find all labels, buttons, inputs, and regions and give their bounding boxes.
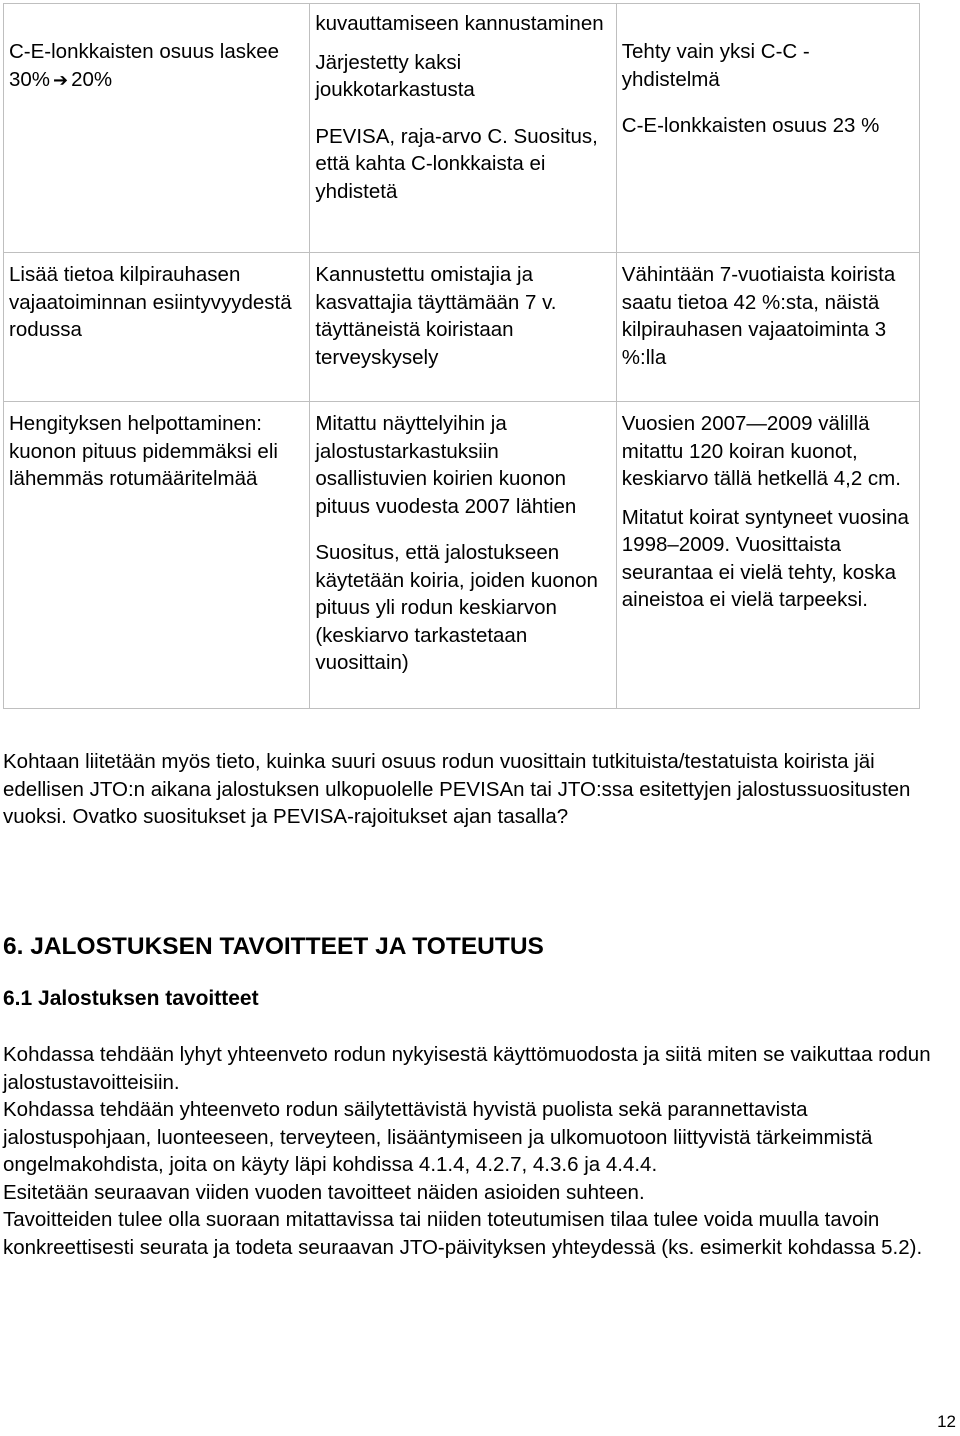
cell-text: Lisää tietoa kilpirauhasen vajaatoiminnan esiintyvyydestä rodussa bbox=[9, 263, 292, 341]
body-paragraph: Kohdassa tehdään yhteenveto rodun säilytettävistä hyvistä puolista sekä parannettavista jalostuspohjaan, luonteeseen, terveyteen, lisääntymiseen ja ulkomuotoon liittyvistä tärkeimmistä ongelmakohdista, joita on käyty läpi kohdissa 4.1.4, 4.2.7, 4.3.6 ja 4.4.4. bbox=[3, 1098, 873, 1176]
cell-text: Järjestetty kaksi joukkotarkastusta bbox=[315, 50, 475, 101]
cell-text: Tehty vain yksi C-C - yhdistelmä bbox=[621, 40, 810, 91]
cell-text: Mitatut koirat syntyneet vuosina 1998–2009. Vuosittaista seurantaa ei vielä tehty, koska aineistoa ei vielä tarpeeksi. bbox=[621, 505, 909, 611]
cell-text bbox=[9, 38, 303, 94]
goals-table bbox=[3, 3, 920, 709]
cell-text: Vuosien 2007—2009 välillä mitattu 120 koiran kuonot, keskiarvo tällä hetkellä 4,2 cm. bbox=[621, 412, 901, 490]
table-cell bbox=[4, 4, 310, 253]
right-arrow-icon: ➔ bbox=[53, 69, 69, 91]
cell-text-part: C-E-lonkkaisten osuus laskee 30% bbox=[9, 40, 280, 91]
subsection-heading: 6.1 Jalostuksen tavoitteet bbox=[3, 987, 259, 1010]
table-cell bbox=[4, 402, 310, 709]
body-paragraph: Tavoitteiden tulee olla suoraan mitattavissa tai niiden toteutumisen tilaa tulee voida muulla tavoin konkreettisesti seurata ja todeta seuraavan JTO-päivityksen yhteydessä (ks. esimerkit kohdassa 5.2). bbox=[3, 1208, 923, 1259]
cell-text: Mitattu näyttelyihin ja jalostustarkastuksiin osallistuvien koirien kuonon pituus vuodesta 2007 lähtien bbox=[315, 412, 577, 518]
table-row bbox=[4, 4, 920, 253]
table-cell bbox=[616, 4, 919, 253]
body-paragraph: Kohtaan liitetään myös tieto, kuinka suuri osuus rodun vuosittain tutkituista/testatuista koirista jäi edellisen JTO:n aikana jalostuksen ulkopuolelle PEVISAn tai JTO:ssa esitettyjen jalostussuositusten vuoksi. Ovatko suositukset ja PEVISA-rajoitukset ajan tasalla? bbox=[3, 750, 911, 828]
cell-text: C-E-lonkkaisten osuus 23 % bbox=[621, 114, 880, 137]
cell-text-part: 20% bbox=[71, 67, 113, 91]
table-cell bbox=[616, 402, 919, 709]
table-cell bbox=[310, 253, 616, 402]
table-row bbox=[4, 402, 920, 709]
table-cell bbox=[310, 402, 616, 709]
cell-text: Suositus, että jalostukseen käytetään koiria, joiden kuonon pituus yli rodun keskiarvon (keskiarvo tarkastetaan vuosittain) bbox=[315, 541, 598, 674]
cell-text: Vähintään 7-vuotiaista koirista saatu tietoa 42 %:sta, näistä kilpirauhasen vajaatoiminta 3 %:lla bbox=[621, 263, 896, 369]
page-number: 12 bbox=[937, 1412, 956, 1431]
cell-text: Hengityksen helpottaminen: kuonon pituus pidemmäksi eli lähemmäs rotumääritelmää bbox=[9, 412, 278, 490]
after-table-paragraph-block bbox=[3, 748, 958, 831]
cell-text: kuvauttamiseen kannustaminen bbox=[315, 12, 604, 35]
table-cell bbox=[4, 253, 310, 402]
table-cell bbox=[616, 253, 919, 402]
cell-text: Kannustettu omistajia ja kasvattajia täyttämään 7 v. täyttäneistä koiristaan terveyskysely bbox=[315, 263, 557, 369]
body-paragraph: Kohdassa tehdään lyhyt yhteenveto rodun nykyisestä käyttömuodosta ja siitä miten se vaikuttaa rodun jalostustavoitteisiin. bbox=[3, 1043, 931, 1094]
section-heading: 6. JALOSTUKSEN TAVOITTEET JA TOTEUTUS bbox=[3, 933, 544, 960]
subsection-body bbox=[3, 1041, 958, 1261]
body-paragraph: Esitetään seuraavan viiden vuoden tavoitteet näiden asioiden suhteen. bbox=[3, 1180, 645, 1204]
table-row bbox=[4, 253, 920, 402]
cell-text: PEVISA, raja-arvo C. Suositus, että kahta C-lonkkaista ei yhdistetä bbox=[315, 124, 598, 203]
table-cell bbox=[310, 4, 616, 253]
